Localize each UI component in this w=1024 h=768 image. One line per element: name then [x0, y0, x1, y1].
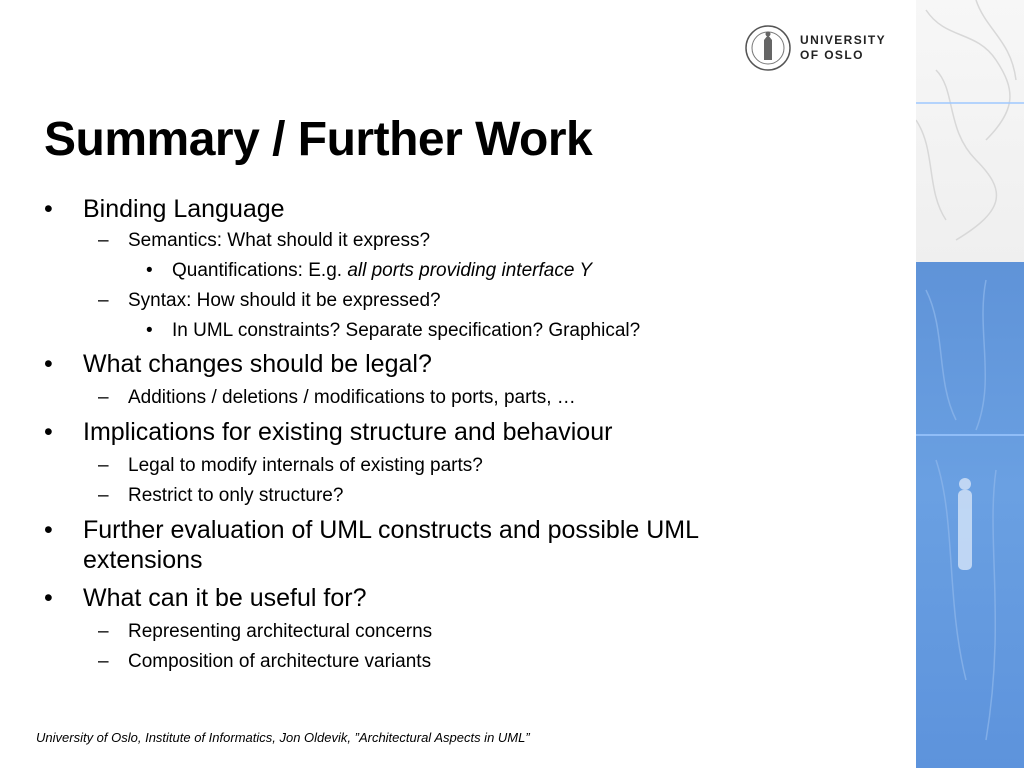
bullet-mark: •	[146, 260, 153, 281]
logo-line-1: UNIVERSITY	[800, 33, 887, 47]
bullet-mark: •	[146, 320, 153, 341]
bullet-text: What can it be useful for?	[83, 584, 367, 612]
bullet-text: Implications for existing structure and behaviour	[83, 418, 613, 446]
decorative-sidebar	[916, 0, 1024, 768]
bullet-mark: •	[44, 516, 53, 544]
logo-line-2: OF OSLO	[800, 48, 864, 62]
bullet-text: Syntax: How should it be expressed?	[128, 290, 441, 311]
bullet-text: Representing architectural concerns	[128, 621, 433, 642]
university-logo	[744, 24, 886, 72]
dash-mark: –	[98, 387, 109, 408]
bullet-text: Composition of architecture variants	[128, 651, 432, 672]
bullet-text: Additions / deletions / modifications to ports, parts, …	[128, 387, 576, 408]
italic-text: all ports providing interface Y	[347, 260, 592, 281]
bullet-text: Further evaluation of UML constructs and possible UML	[83, 516, 700, 544]
bullet-text: Restrict to only structure?	[128, 485, 344, 506]
slide-title: Summary / Further Work	[44, 113, 593, 166]
bullet-text: Legal to modify internals of existing parts?	[128, 455, 483, 476]
bullet-text: Quantifications: E.g. all ports providing interface Y	[172, 260, 592, 281]
bullet-text: What changes should be legal?	[83, 350, 432, 378]
bullet-text: In UML constraints? Separate specification? Graphical?	[172, 320, 641, 341]
bullet-mark: •	[44, 584, 53, 612]
dash-mark: –	[98, 230, 109, 251]
dash-mark: –	[98, 621, 109, 642]
dash-mark: –	[98, 290, 109, 311]
bullet-text: Semantics: What should it express?	[128, 230, 431, 251]
bullet-mark: •	[44, 418, 53, 446]
dash-mark: –	[98, 651, 109, 672]
sculpture-artwork-icon	[916, 0, 1024, 768]
bullet-mark: •	[44, 350, 53, 378]
bullet-text: extensions	[83, 546, 203, 574]
university-seal-icon	[744, 24, 792, 72]
dash-mark: –	[98, 485, 109, 506]
bullet-text: Binding Language	[83, 195, 285, 223]
dash-mark: –	[98, 455, 109, 476]
bullet-mark: •	[44, 195, 53, 223]
slide-footer: University of Oslo, Institute of Informatics, Jon Oldevik, ”Architectural Aspects in UML”	[36, 730, 530, 745]
